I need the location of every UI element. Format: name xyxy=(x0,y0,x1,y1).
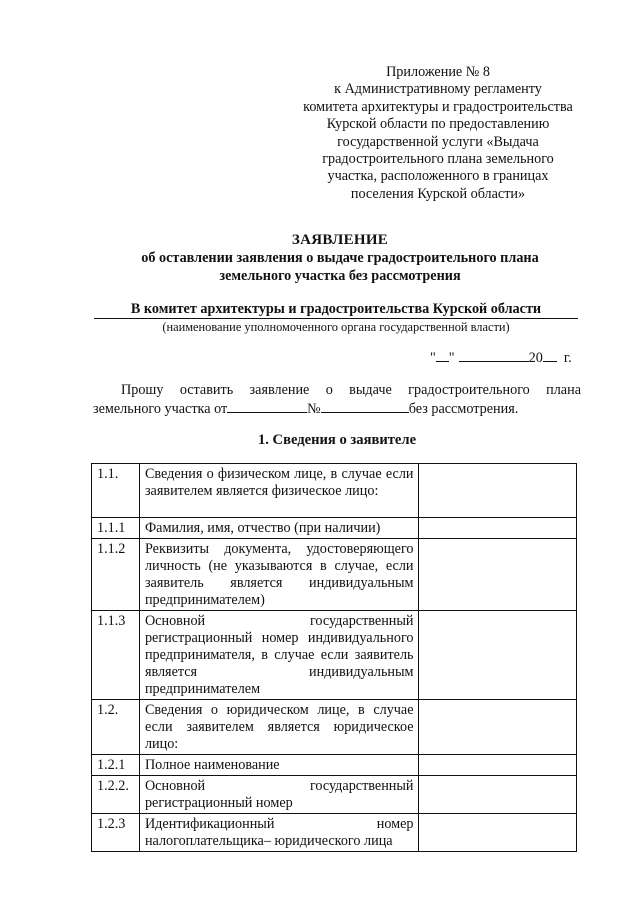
table-row xyxy=(92,464,577,518)
row-value-cell[interactable] xyxy=(418,464,576,518)
row-number: 1.1. xyxy=(92,464,140,518)
day-blank[interactable] xyxy=(436,349,449,362)
row-description: Идентификационный номер налогоплательщика– юридического лица xyxy=(139,814,418,852)
annex-line: участка, расположенного в границах xyxy=(327,168,549,185)
title-heading: ЗАЯВЛЕНИЕ xyxy=(291,232,389,248)
row-description: Основной государственный регистрационный номер индивидуального предпринимателя, в случае если заявитель является индивидуальным предпринимателем xyxy=(139,611,418,700)
row-value-cell[interactable] xyxy=(418,700,576,755)
request-line-2 xyxy=(93,400,581,419)
table-row xyxy=(92,518,577,539)
table-row xyxy=(92,611,577,700)
table-row xyxy=(92,776,577,814)
table-row xyxy=(92,814,577,852)
row-description: Основной государственный регистрационный номер xyxy=(139,776,418,814)
row-number: 1.2. xyxy=(92,700,140,755)
request-paragraph xyxy=(93,381,581,419)
year-blank[interactable] xyxy=(543,349,557,362)
row-value-cell[interactable] xyxy=(418,755,576,776)
annex-line: комитета архитектуры и градостроительства xyxy=(303,98,573,115)
row-description: Полное наименование xyxy=(139,755,418,776)
request-part-b: № xyxy=(307,401,321,417)
request-part-a: земельного участка от xyxy=(93,401,228,417)
annex-line: поселения Курской области» xyxy=(350,185,526,202)
application-number-blank[interactable] xyxy=(321,400,409,413)
date-line xyxy=(430,349,572,367)
row-value-cell[interactable] xyxy=(418,776,576,814)
title-subline: об оставлении заявления о выдаче градостроительного плана xyxy=(141,250,539,266)
month-blank[interactable] xyxy=(459,349,529,362)
row-number: 1.2.1 xyxy=(92,755,140,776)
row-value-cell[interactable] xyxy=(418,539,576,611)
year-suffix: г. xyxy=(563,350,572,366)
row-number: 1.2.3 xyxy=(92,814,140,852)
row-description: Фамилия, имя, отчество (при наличии) xyxy=(139,518,418,539)
row-number: 1.1.1 xyxy=(92,518,140,539)
row-number: 1.1.3 xyxy=(92,611,140,700)
section-title: 1. Сведения о заявителе xyxy=(257,432,417,448)
table-row xyxy=(92,755,577,776)
annex-line: градостроительного плана земельного xyxy=(322,151,554,168)
row-number: 1.1.2 xyxy=(92,539,140,611)
application-date-blank[interactable] xyxy=(227,400,307,413)
request-part-c: без рассмотрения. xyxy=(408,401,519,417)
table-row xyxy=(92,539,577,611)
date-quote-open: " xyxy=(430,350,436,366)
annex-line: к Административному регламенту xyxy=(334,81,542,98)
annex-line: Курской области по предоставлению xyxy=(326,116,550,133)
table-row xyxy=(92,700,577,755)
year-prefix: 20 xyxy=(528,350,543,366)
title-subline: земельного участка без рассмотрения xyxy=(219,268,461,284)
addressee-caption: (наименование уполномоченного органа государственной власти) xyxy=(162,320,510,334)
annex-header xyxy=(280,64,596,203)
annex-line: Приложение № 8 xyxy=(386,64,490,80)
request-line-1: Прошу оставить заявление о выдаче градостроительного плана xyxy=(121,382,581,398)
row-description: Реквизиты документа, удостоверяющего личность (не указываются в случае, если заявитель является индивидуальным предпринимателем) xyxy=(139,539,418,611)
row-description: Сведения о физическом лице, в случае если заявителем является физическое лицо: xyxy=(139,464,418,518)
row-value-cell[interactable] xyxy=(418,611,576,700)
annex-line: государственной услуги «Выдача xyxy=(337,133,539,150)
document-title xyxy=(60,231,620,285)
addressee-org: В комитет архитектуры и градостроительства Курской области xyxy=(94,301,578,319)
row-value-cell[interactable] xyxy=(418,518,576,539)
row-number: 1.2.2. xyxy=(92,776,140,814)
row-value-cell[interactable] xyxy=(418,814,576,852)
date-quote-close: " xyxy=(448,350,455,366)
row-description: Сведения о юридическом лице, в случае если заявителем является юридическое лицо: xyxy=(139,700,418,755)
applicant-info-table xyxy=(91,463,577,852)
